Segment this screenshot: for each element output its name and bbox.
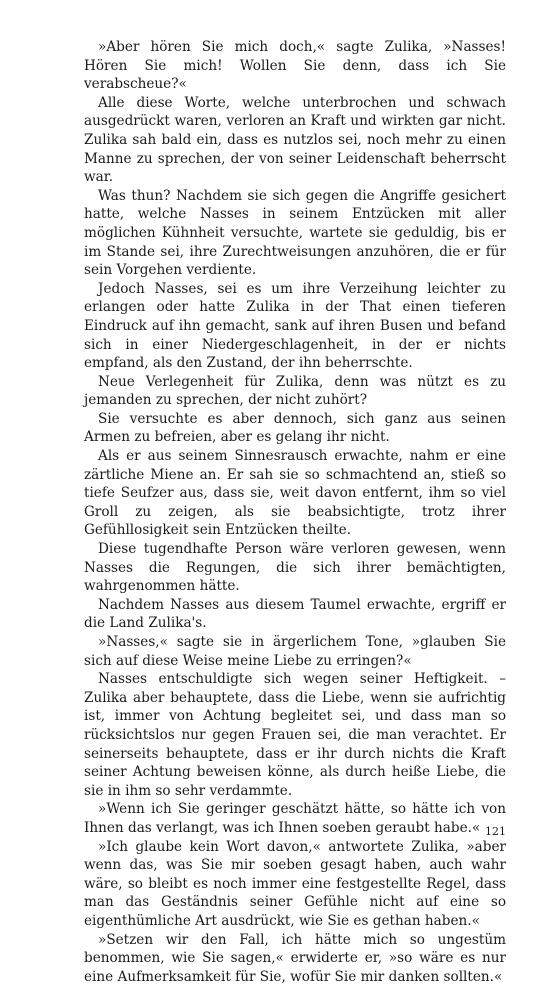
paragraph: Als er aus seinem Sinnesrausch erwachte, nahm er eine zärtliche Miene an. Er sah sie so schmachtend an, stieß so tiefe Seufzer aus, dass sie, weit davon entfernt, ihm so viel Groll zu zeigen, als sie beabsichtigte, trotz ihrer Gefühllosigkeit sein Entzücken theilte.	[84, 447, 506, 540]
body-text	[84, 38, 506, 986]
paragraph: »Ich glaube kein Wort davon,« antwortete Zulika, »aber wenn das, was Sie mir soeben gesagt haben, auch wahr wäre, so bleibt es noch immer eine festgestellte Regel, dass man das Geständnis seiner Gefühle nicht auf eine so eigenthümliche Art ausdrückt, wie Sie es gethan haben.«	[84, 838, 506, 931]
paragraph: Alle diese Worte, welche unterbrochen und schwach ausgedrückt waren, verloren an Kraft und wirkten gar nicht. Zulika sah bald ein, dass es nutzlos sei, noch mehr zu einen Manne zu sprechen, der von seiner Leidenschaft beherrscht war.	[84, 94, 506, 187]
paragraph: Sie versuchte es aber dennoch, sich ganz aus seinen Armen zu befreien, aber es gelang ihr nicht.	[84, 410, 506, 447]
paragraph: »Nasses,« sagte sie in ärgerlichem Tone, »glauben Sie sich auf diese Weise meine Liebe zu erringen?«	[84, 633, 506, 670]
paragraph: Nasses entschuldigte sich wegen seiner Heftigkeit. – Zulika aber behauptete, dass die Liebe, wenn sie aufrichtig ist, immer von Achtung begleitet sei, und dass man so rücksichtslos nur gegen Frauen sei, die man verachtet. Er seinerseits behauptete, dass er ihr durch nichts die Kraft seiner Achtung beweisen könne, als durch heiße Liebe, die sie in ihm so sehr verdammte.	[84, 670, 506, 800]
paragraph: Neue Verlegenheit für Zulika, denn was nützt es zu jemanden zu sprechen, der nicht zuhört?	[84, 373, 506, 410]
paragraph: Diese tugendhafte Person wäre verloren gewesen, wenn Nasses die Regungen, die sich ihrer bemächtigten, wahrgenommen hätte.	[84, 540, 506, 596]
paragraph: Nachdem Nasses aus diesem Taumel erwachte, ergriff er die Land Zulika's.	[84, 596, 506, 633]
paragraph: »Wenn ich Sie geringer geschätzt hätte, so hätte ich von Ihnen das verlangt, was ich Ihnen soeben geraubt habe.«	[84, 800, 506, 837]
paragraph: »Aber hören Sie mich doch,« sagte Zulika, »Nasses! Hören Sie mich! Wollen Sie denn, dass ich Sie verabscheue?«	[84, 38, 506, 94]
paragraph: Was thun? Nachdem sie sich gegen die Angriffe gesichert hatte, welche Nasses in seinem Entzücken mit aller möglichen Kühnheit versuchte, wartete sie geduldig, bis er im Stande sei, ihre Zurechtweisungen anzuhören, die er für sein Vorgehen verdiente.	[84, 187, 506, 280]
paragraph: »Setzen wir den Fall, ich hätte mich so ungestüm benommen, wie Sie sagen,« erwiderte er, »so wäre es nur eine Aufmerksamkeit für Sie, wofür Sie mir danken sollten.«	[84, 931, 506, 986]
paragraph: Jedoch Nasses, sei es um ihre Verzeihung leichter zu erlangen oder hatte Zulika in der That einen tieferen Eindruck auf ihn gemacht, sank auf ihren Busen und befand sich in einer Niedergeschlagenheit, in der er nichts empfand, als den Zustand, der ihn beherrschte.	[84, 280, 506, 373]
page-number: 121	[485, 825, 506, 838]
